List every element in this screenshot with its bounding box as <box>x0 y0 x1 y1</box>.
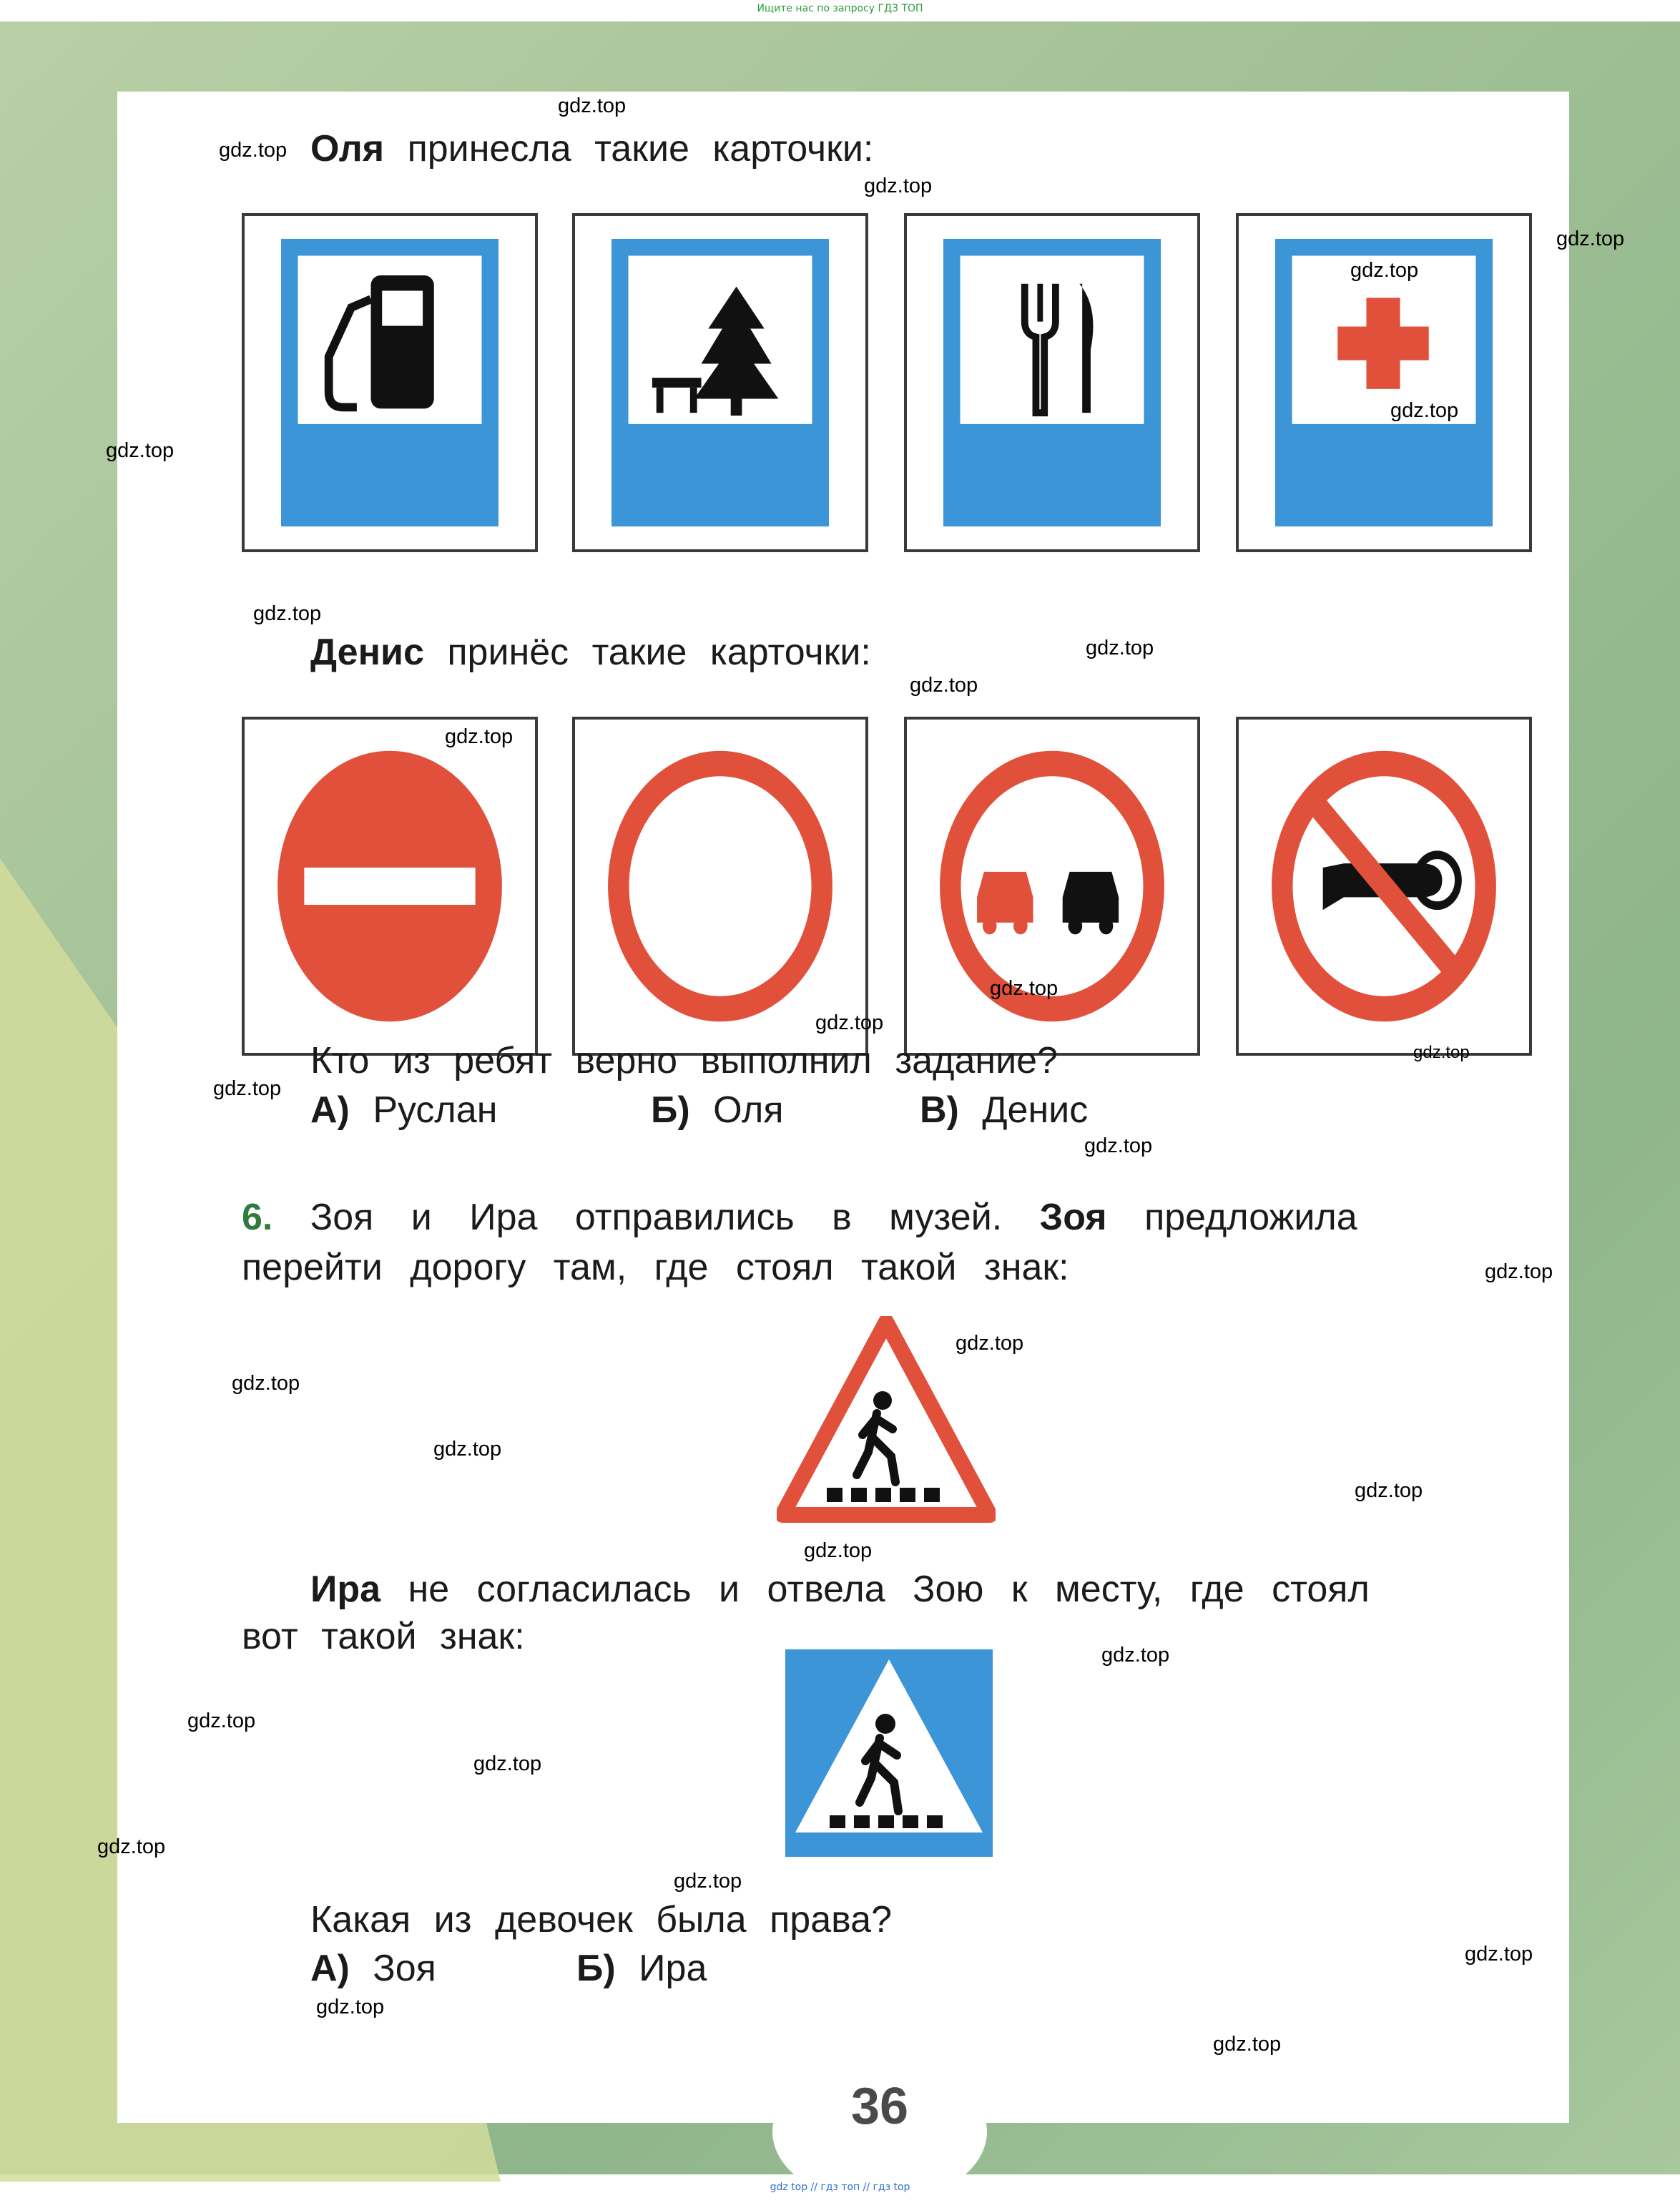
watermark: gdz.top <box>864 175 933 197</box>
no-vehicles-sign-icon <box>575 720 865 1053</box>
watermark: gdz.top <box>445 725 514 748</box>
ira-line2: вот такой знак: <box>242 1616 525 1657</box>
zoya-name: Зоя <box>1039 1197 1107 1238</box>
watermark: gdz.top <box>316 1996 385 2018</box>
option-text: Руслан <box>373 1089 498 1131</box>
ira-line <box>310 1568 1370 1611</box>
watermark: gdz.top <box>1485 1260 1553 1283</box>
olya-card-rest-area <box>572 213 868 552</box>
watermark: gdz.top <box>219 139 288 162</box>
q5-option-a[interactable] <box>310 1089 497 1132</box>
option-text: Ира <box>639 1948 707 1989</box>
task6-line1-end: предложила <box>1144 1197 1357 1238</box>
option-text: Денис <box>982 1089 1089 1131</box>
q5-question: Кто из ребят верно выполнил задание? <box>310 1040 1058 1081</box>
q5-option-b[interactable] <box>651 1089 784 1132</box>
option-text: Зоя <box>373 1948 436 1989</box>
no-horn-sign-icon <box>1239 720 1529 1053</box>
watermark: gdz.top <box>956 1332 1024 1355</box>
option-text: Оля <box>713 1089 784 1131</box>
denis-card-no-overtaking <box>904 717 1200 1056</box>
footer-note: gdz top // гдз топ // гдз top <box>770 2182 910 2193</box>
watermark: gdz.top <box>473 1752 542 1775</box>
watermark: gdz.top <box>990 977 1058 1000</box>
denis-line-text: принёс такие карточки: <box>447 632 871 673</box>
watermark: gdz.top <box>1084 1134 1153 1157</box>
watermark: gdz.top <box>232 1372 300 1395</box>
denis-card-no-vehicles <box>572 717 868 1056</box>
watermark: gdz.top <box>213 1077 282 1100</box>
watermark: gdz.top <box>1556 227 1625 250</box>
header-note: Ищите нас по запросу ГДЗ ТОП <box>757 3 923 14</box>
watermark: gdz.top <box>1355 1479 1423 1502</box>
q5-option-c[interactable] <box>920 1089 1088 1132</box>
watermark: gdz.top <box>1350 259 1419 282</box>
denis-name: Денис <box>310 632 424 673</box>
task-number: 6. <box>242 1197 273 1238</box>
ira-line-text: не согласилась и отвела Зою к месту, где стоял <box>408 1569 1370 1610</box>
option-letter: А) <box>310 1089 350 1131</box>
option-letter: Б) <box>651 1089 690 1131</box>
watermark: gdz.top <box>1465 1943 1533 1966</box>
watermark: gdz.top <box>804 1539 873 1562</box>
watermark: gdz.top <box>1390 399 1459 422</box>
denis-card-no-entry <box>242 717 538 1056</box>
watermark: gdz.top <box>106 439 175 462</box>
fork-knife-icon <box>907 216 1197 549</box>
page-number: 36 <box>850 2078 909 2135</box>
pedestrian-crossing-sign <box>785 1649 993 1857</box>
no-overtaking-sign-icon <box>907 720 1197 1053</box>
olya-line <box>310 127 873 170</box>
watermark: gdz.top <box>558 94 627 117</box>
rest-area-tree-bench-icon <box>575 216 865 549</box>
watermark: gdz.top <box>97 1835 166 1858</box>
denis-line <box>310 631 871 674</box>
task6-line2: перейти дорогу там, где стоял такой знак: <box>242 1247 1069 1288</box>
task6-option-a[interactable] <box>310 1947 436 1990</box>
watermark: gdz.top <box>187 1709 256 1732</box>
olya-line-text: принесла такие карточки: <box>407 128 874 170</box>
watermark: gdz.top <box>815 1011 884 1034</box>
watermark: gdz.top <box>1086 637 1154 659</box>
olya-name: Оля <box>310 128 385 170</box>
task6-line1-text: Зоя и Ира отправились в музей. <box>310 1197 1003 1238</box>
option-letter: В) <box>920 1089 959 1131</box>
task6-question: Какая из девочек была права? <box>310 1899 892 1940</box>
watermark: gdz.top <box>1101 1644 1170 1667</box>
ira-name: Ира <box>310 1569 381 1610</box>
watermark: gdz.top <box>253 602 322 625</box>
denis-card-no-horn <box>1236 717 1532 1056</box>
fuel-pump-icon <box>245 216 535 549</box>
pedestrian-crossing-icon <box>785 1649 993 1857</box>
watermark: gdz.top <box>910 674 978 697</box>
watermark: gdz.top <box>433 1438 502 1461</box>
watermark: gdz.top <box>1213 2033 1282 2056</box>
olya-card-food <box>904 213 1200 552</box>
task6-line1 <box>242 1196 1357 1239</box>
no-entry-sign-icon <box>245 720 535 1053</box>
watermark: gdz.top <box>674 1870 742 1893</box>
watermark: gdz.top <box>1413 1043 1470 1062</box>
option-letter: Б) <box>576 1948 616 1989</box>
option-letter: А) <box>310 1948 350 1989</box>
task6-option-b[interactable] <box>576 1947 707 1990</box>
olya-card-fuel <box>242 213 538 552</box>
